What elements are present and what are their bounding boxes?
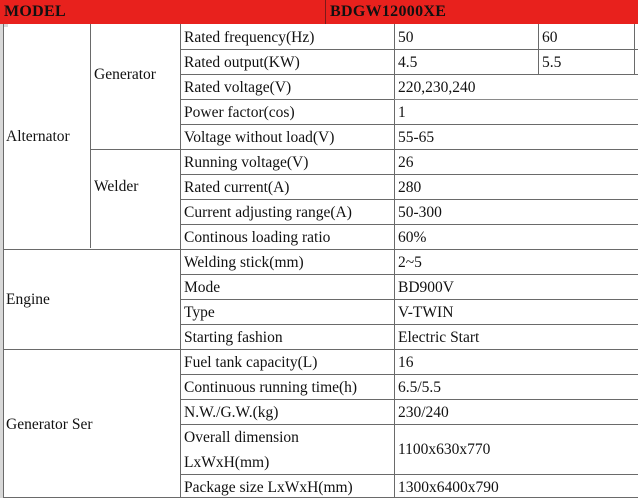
spec-label: Continous loading ratio [184,229,331,246]
spec-label: Rated output(KW) [184,54,300,71]
spec-label: Continuous running time(h) [184,379,358,396]
spec-label: Rated frequency(Hz) [184,29,315,46]
spec-label: Package size LxWxH(mm) [184,479,353,496]
spec-label: Rated current(A) [184,179,290,196]
spec-label: Rated voltage(V) [184,79,292,96]
spec-value: 55-65 [398,129,435,146]
spec-label: Mode [184,279,221,296]
spec-value: 2~5 [398,254,422,271]
spec-value: 220,230,240 [398,79,476,96]
header-model-label: MODEL [4,3,66,20]
spec-value: 1100x630x770 [398,441,491,458]
group-generator: Generator [94,66,156,83]
header-model-label-cell [0,0,325,24]
spec-value-alt: 60 [542,29,558,46]
spec-value: 26 [398,154,414,171]
spec-value: 16 [398,354,414,371]
spec-value: 1 [398,104,406,121]
header-model-value-cell [326,0,638,24]
spec-value: 230/240 [398,404,449,421]
spec-value: V-TWIN [398,304,454,321]
spec-label: Voltage without load(V) [184,129,335,146]
spec-label: Running voltage(V) [184,154,309,171]
spec-value: 1300x6400x790 [398,479,499,496]
spec-value: Electric Start [398,329,480,346]
spec-label: Welding stick(mm) [184,254,304,271]
group-welder: Welder [94,178,139,195]
spec-value: 50-300 [398,204,442,221]
spec-value: BD900V [398,279,454,296]
header-model-value: BDGW12000XE [330,3,447,20]
spec-value: 50 [398,29,414,46]
spec-label: Power factor(cos) [184,104,295,121]
group-generator-set: Generator Ser [6,416,93,433]
spec-label: N.W./G.W.(kg) [184,404,279,421]
spec-value: 4.5 [398,54,418,71]
spec-label-line2: LxWxH(mm) [184,454,270,471]
spec-label: Overall dimension [184,429,299,446]
spec-label: Starting fashion [184,329,283,346]
group-alternator: Alternator [6,128,70,145]
group-engine: Engine [6,291,50,308]
spec-value: 280 [398,179,422,196]
spec-value: 6.5/5.5 [398,379,442,396]
spec-label: Fuel tank capacity(L) [184,354,318,371]
spec-label: Current adjusting range(A) [184,204,352,221]
spec-value-alt: 5.5 [542,54,562,71]
spec-value: 60% [398,229,427,246]
spec-label: Type [184,304,215,321]
